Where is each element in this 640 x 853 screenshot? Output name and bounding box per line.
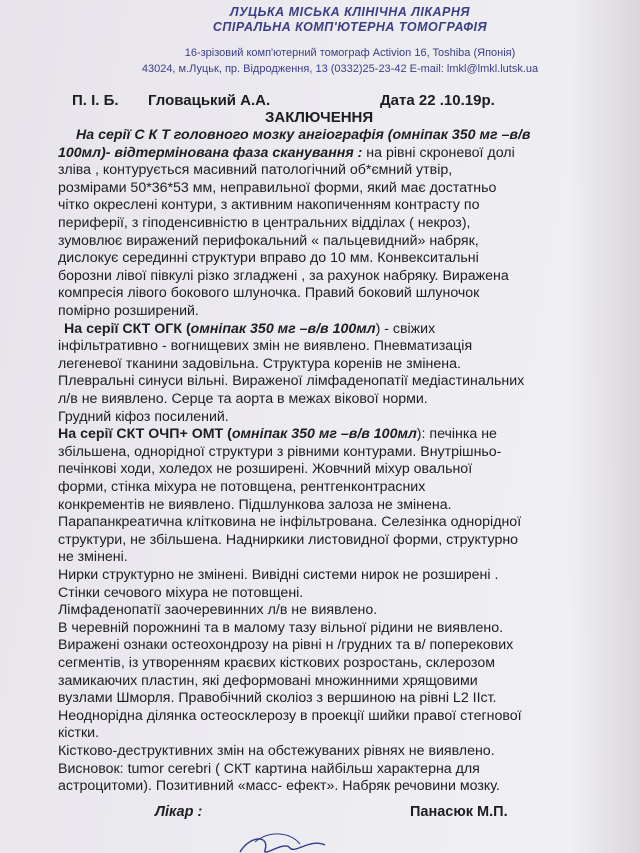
report-line-text: вузлами Шморля. Правобічний сколіоз з вершиною на рівні L2 IIст. — [58, 690, 497, 707]
report-line-text: структури, не збільшена. Надниркики листовидної форми, структурно — [58, 531, 519, 548]
report-line-text: Висновок: tumor cerebri ( СКТ картина найбільш характерна для — [58, 760, 480, 777]
report-line — [58, 514, 521, 530]
report-line — [58, 549, 128, 565]
report-line-text: л/в не виявлено. Серце та аорта в межах вікової норми. — [58, 391, 428, 407]
report-line — [58, 233, 479, 249]
report-line-text: не змінені. — [58, 549, 128, 566]
report-line-text: збільшена, однорідної структури з рівними контурами. Внутрішньо- — [58, 443, 502, 460]
report-line — [58, 268, 509, 284]
report-line-text: Нирки структурно не змінені. Вивідні системи нирок не розширені . — [58, 567, 499, 583]
report-line — [58, 602, 377, 618]
report-line — [58, 532, 518, 548]
report-line — [58, 655, 495, 671]
report-line — [58, 215, 470, 231]
report-line-text: Неоднорідна ділянка остеосклерозу в проекції шийки правої стегнової — [58, 707, 522, 724]
report-line — [64, 321, 435, 337]
report-line-text: Грудний кіфоз посилений. — [58, 408, 229, 425]
report-line-text: інфільтративно - вогнищевих змін не виявлено. Пневматизація — [58, 338, 473, 355]
report-line-text: легеневої тканини задовільна. Структура коренів не змінена. — [58, 355, 461, 372]
report-line-text: Кістково-деструктивних змін на обстежуваних рівнях не виявлено. — [58, 743, 495, 759]
report-line — [58, 708, 522, 724]
signature — [230, 830, 350, 853]
report-line-text: астроцитоми). Позитивний «масс- ефект». Набряк речовини мозку. — [58, 778, 500, 795]
report-line — [58, 303, 199, 319]
report-line-text: Виражені ознаки остеохондрозу на рівні н /грудних та в/ поперекових — [58, 637, 514, 654]
report-line — [58, 426, 497, 442]
report-date: Дата 22 .10.19р. — [380, 92, 495, 109]
department-name: СПІРАЛЬНА КОМП'ЮТЕРНА ТОМОГРАФІЯ — [212, 20, 488, 34]
report-line-text: омніпак 350 мг –в/в 100мл — [190, 320, 376, 337]
report-line-text: зумовлює виражений перифокальний « пальцевидний» набряк, — [58, 232, 479, 249]
report-line — [58, 180, 496, 196]
report-line — [58, 673, 478, 689]
report-line-text: периферії, з гіподенсивністю в центральних відділах ( некроз), — [58, 215, 471, 231]
report-line — [58, 743, 495, 759]
report-line — [58, 162, 452, 178]
report-line — [58, 338, 472, 354]
address-info: 43024, м.Луцьк, пр. Відродження, 13 (0332)25-23-42 E-mail: lmkl@lmkl.lutsk.ua — [141, 63, 539, 75]
report-line-text: На серії СКТ ОГК ( — [64, 320, 191, 337]
report-line — [58, 444, 501, 460]
device-info: 16-зрізовий комп'ютерний томограф Activion 16, Toshiba (Японія) — [184, 47, 516, 59]
report-line — [58, 567, 498, 583]
page-shadow — [570, 0, 640, 853]
report-line-text: Плевральні синуси вільні. Вираженої лімфаденопатії медіастинальних — [58, 373, 525, 390]
report-line — [58, 356, 461, 372]
report-line-text: компресія лівого бокового шлуночка. Правий боковий шлуночок — [58, 285, 480, 302]
report-line-text: Парапанкреатична клітковина не інфільтрована. Селезінка однорідної — [58, 514, 522, 531]
report-line-text: Стінки сечового міхура не потовщені. — [58, 584, 304, 601]
report-line-text: На серії СКТ ОЧП+ ОМТ ( — [58, 426, 232, 443]
report-line — [58, 497, 452, 513]
report-line-text: сегментів, із утворенням краєвих кісткових розростань, склерозом — [58, 655, 496, 671]
report-line-text: борозни лівої півкулі різко згладжені , за рахунок набряку. Виражена — [58, 267, 509, 284]
report-line-text: В черевній порожнині та в малому тазу вільної рідини не виявлено. — [58, 619, 504, 636]
report-line-text: ) - свіжих — [375, 320, 436, 337]
report-line — [58, 725, 99, 741]
report-line — [58, 285, 479, 301]
report-line-text: на рівні скроневої долі — [362, 144, 515, 161]
doctor-name: Панасюк М.П. — [410, 804, 508, 820]
report-line — [58, 197, 479, 213]
report-line — [58, 637, 513, 653]
report-line — [58, 761, 480, 777]
report-line — [58, 373, 524, 389]
report-line — [58, 690, 497, 706]
report-line-text: конкрементів не виявлено. Підшлункова залоза не змінена. — [58, 496, 452, 513]
report-line — [58, 409, 229, 425]
report-line — [58, 479, 425, 495]
report-line — [76, 127, 530, 143]
report-line — [58, 391, 428, 407]
report-title: ЗАКЛЮЧЕННЯ — [265, 109, 374, 126]
report-line-text: форми, стінка міхура не потовщена, рентгенконтрасних — [58, 479, 426, 495]
report-line — [58, 250, 479, 266]
report-line — [58, 778, 500, 794]
report-line-text: розмірами 50*36*53 мм, неправильної форми, який має достатньо — [58, 179, 497, 196]
report-line-text: дислокує серединні структури вправо до 10 мм. Конвекситальні — [58, 250, 479, 267]
report-line-text: помірно розширений. — [58, 303, 199, 319]
report-line-text: 100мл)- відтермінована фаза сканування : — [58, 144, 363, 161]
report-line-text: печінкові ходи, холедох не розширені. Жовчний міхур овальної — [58, 461, 473, 478]
patient-name: Гловацький А.А. — [148, 92, 271, 109]
report-line-text: чітко окреслені контури, з активним накопиченням контрасту по — [58, 197, 480, 214]
report-line-text: На серії С К Т головного мозку ангіографія (омніпак 350 мг –в/в — [76, 127, 531, 143]
report-line-text: кістки. — [58, 725, 100, 742]
report-line — [58, 461, 472, 477]
doctor-label: Лікар : — [155, 804, 203, 820]
report-line-text: Лімфаденопатії заочеревинних л/в не виявлено. — [58, 602, 378, 619]
report-line-text: ): печінка не — [416, 426, 497, 443]
report-line — [58, 620, 503, 636]
hospital-name: ЛУЦЬКА МІСЬКА КЛІНІЧНА ЛІКАРНЯ — [229, 5, 471, 19]
report-line-text: замикаючих пластин, які деформовані множинними хрящовими — [58, 672, 478, 689]
report-line — [58, 585, 303, 601]
report-line — [58, 145, 515, 161]
report-line-text: зліва , контурується масивний патологічний об*ємний утвір, — [58, 162, 453, 179]
patient-label: П. І. Б. — [72, 92, 119, 109]
report-line-text: омніпак 350 мг –в/в 100мл — [231, 426, 417, 443]
